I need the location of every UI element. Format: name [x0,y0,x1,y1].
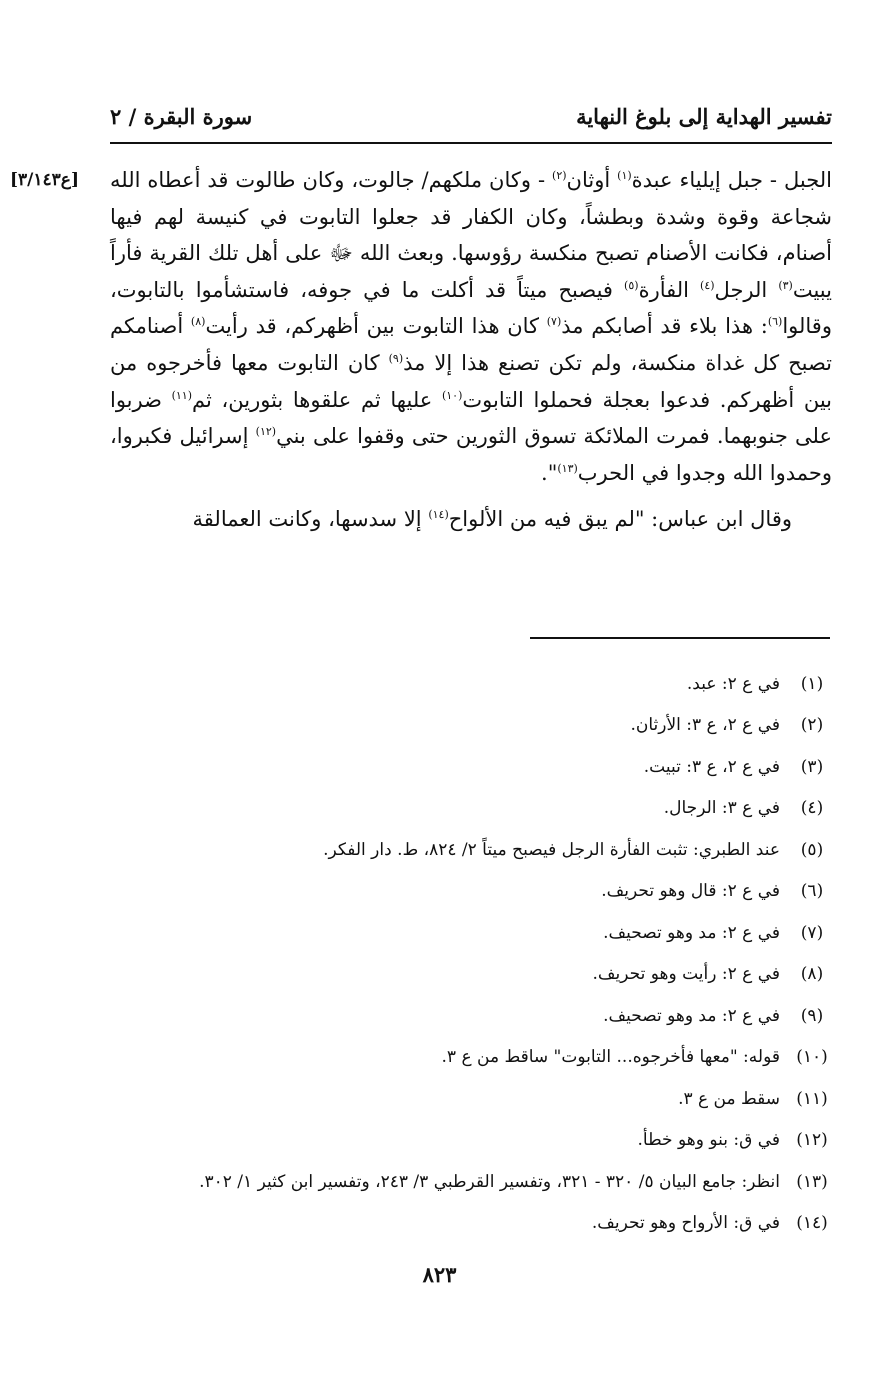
text-run: إلا سدسها، وكانت العمالقة [192,507,429,532]
footnote-number: (٤) [800,798,824,819]
footnote-number: (١٠) [796,1047,828,1068]
footnote-item [110,746,832,788]
footnote-number: (١١) [796,1088,828,1109]
running-header [110,96,832,136]
footnote-text: قوله: "معها فأخرجوه... التابوت" ساقط من ع ٣. [441,1047,780,1068]
surah-label: سورة البقرة / ٢ [110,103,253,129]
footnote-text: في ع ٢، ع ٣: الأرثان. [630,715,780,736]
footnote-text: في ع ٢: رأيت وهو تحريف. [592,964,780,985]
footnote-marker: (٤) [700,278,715,292]
page-number: ٨٢٣ [422,1262,457,1287]
book-title: تفسير الهداية إلى بلوغ النهاية [576,103,832,129]
footnote-marker: (٣) [778,278,793,292]
footnotes-list [110,663,832,1244]
footnote-text: انظر: جامع البيان ٥/ ٣٢٠ - ٣٢١، وتفسير القرطبي ٣/ ٢٤٣، وتفسير ابن كثير ١/ ٣٠٢. [199,1171,780,1192]
footnote-text: سقط من ع ٣. [678,1088,780,1109]
footnote-number: (١٤) [796,1213,828,1234]
footnote-item [110,1037,832,1079]
footnote-item [110,995,832,1037]
footnote-item [110,788,832,830]
footnote-number: (٨) [800,964,824,985]
text-run: ". [541,460,558,485]
header-divider [110,142,832,144]
footnote-marker: (١) [617,169,632,182]
footnote-item [110,1120,832,1162]
footnote-text: في ع ٣: الرجال. [663,798,780,819]
footnote-marker: (١٠) [441,388,463,402]
text-run: كان التابوت معها فأخرجوه من بين أظهركم. فدعوا بعجلة فحملوا التابوت [110,350,833,412]
footnote-text: في ع ٢: مد وهو تصحيف. [603,922,780,943]
text-run: - وكان ملكهم/ جالوت، وكان طالوت قد أعطاه الله شجاعة وقوة وشدة وبطشاً، وكان الكفار قد جعلوا التابوت في كنيسة لهم فيها أصنام، فكانت الأصنام تصبح منكسة رؤوسها. وبعث الله ﷻ على أهل تلك القرية فأراً يبيت [110,168,832,302]
footnote-text: في ع ٢، ع ٣: تبيت. [643,756,780,777]
footnote-number: (١٢) [796,1130,828,1151]
footnote-number: (٢) [800,715,824,736]
footnote-marker: (١١) [171,388,193,402]
footnote-text: في ع ٢: عبد. [686,673,780,694]
footnote-text: في ع ٢: مد وهو تصحيف. [603,1005,780,1026]
footnote-item [110,1078,832,1120]
main-text [110,162,832,538]
text-run: أصنامكم تصبح كل غداة منكسة، ولم تكن تصنع هذا إلا مذ [110,314,833,375]
text-run: : هذا بلاء قد أصابكم مذ [561,314,768,339]
footnote-number: (٣) [800,756,824,777]
text-run: كان هذا التابوت بين أظهركم، قد رأيت [205,314,547,339]
footnote-item [110,705,832,747]
footnote-item [110,954,832,996]
footnote-item [110,871,832,913]
footnote-item [110,1203,832,1245]
footnote-text: في ع ٢: قال وهو تحريف. [601,881,780,902]
text-run: عليها ثم علقوها بثورين، ثم [192,387,442,412]
footnote-number: (٦) [800,881,824,902]
footnote-marker: (٢) [552,169,567,182]
text-run: وقال ابن عباس: "لم يبق فيه من الألواح [448,507,792,532]
footnote-number: (١) [800,673,824,694]
footnote-number: (٧) [800,922,824,943]
footnote-number: (١٣) [796,1171,828,1192]
footnote-marker: (٩) [388,351,404,365]
footnote-marker: (٨) [190,315,206,329]
footnote-marker: (١٤) [428,508,449,522]
text-run: ضربوا على جنوبهما. فمرت الملائكة تسوق الثورين حتى وقفوا على بني [110,387,832,449]
footnote-item [110,1161,832,1203]
text-run: إسرائيل فكبروا، وحمدوا الله وجدوا في الحرب [110,424,832,485]
text-run: الرجل [714,277,779,302]
footnote-item [110,663,832,705]
footnote-marker: (٥) [624,278,639,292]
text-run: الجبل - جبل إيلياء عبدة [631,168,832,192]
footnote-text: في ق: الأرواح وهو تحريف. [591,1213,780,1234]
main-paragraph [110,501,832,538]
footnote-item [110,829,832,871]
footnote-marker: (٦) [767,315,783,329]
main-paragraph [110,162,832,491]
text-run: أوثان [566,168,618,192]
footnote-number: (٩) [800,1005,824,1026]
footnote-marker: (١٢) [255,425,277,439]
text-run: الفأرة [638,277,701,302]
footnote-marker: (٧) [546,315,562,329]
footnote-divider [530,637,830,639]
footnote-marker: (١٣) [557,461,578,475]
text-run: فيصبح ميتاً قد أكلت ما في جوفه، فاستشأموا بالتابوت، وقالوا [110,277,832,339]
footnote-text: عند الطبري: تثبت الفأرة الرجل فيصبح ميتاً ٢/ ٨٢٤، ط. دار الفكر. [323,839,780,860]
footnote-text: في ق: بنو وهو خطأ. [637,1130,780,1151]
footnote-number: (٥) [800,839,824,860]
margin-reference: [ع٣/١٤٣] [10,170,79,190]
footnote-item [110,912,832,954]
